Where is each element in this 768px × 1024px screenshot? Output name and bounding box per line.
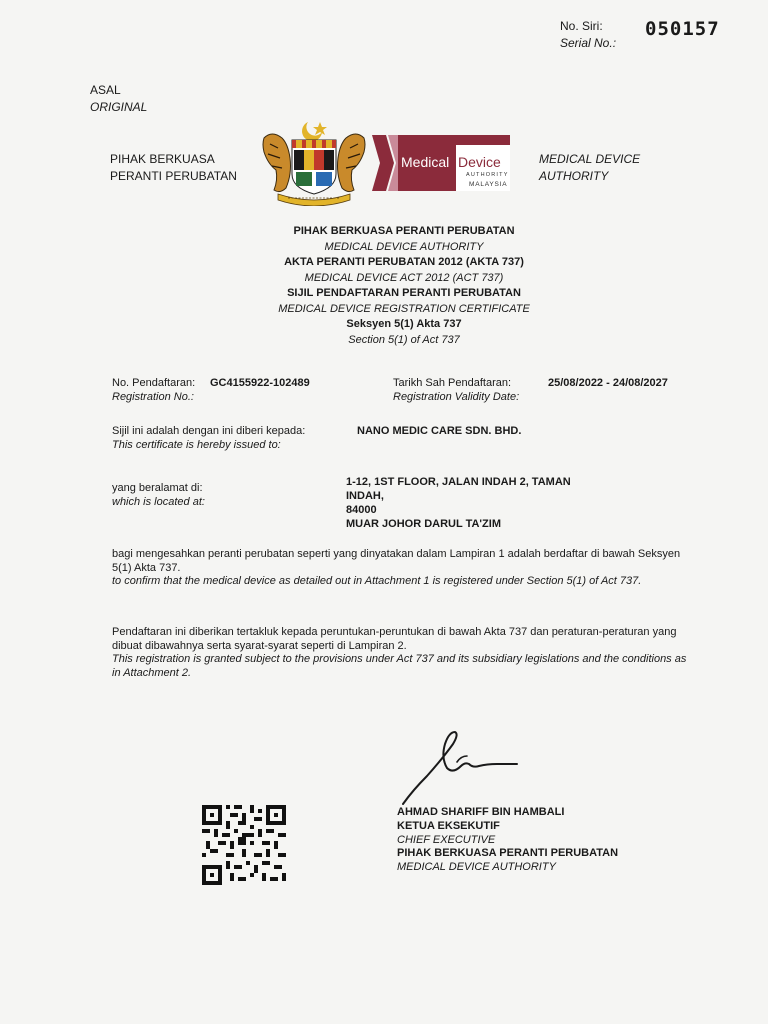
title-authority-en: MEDICAL DEVICE AUTHORITY [324,240,484,253]
signer-org-en: MEDICAL DEVICE AUTHORITY [397,861,556,874]
confirmation-paragraph-en: to confirm that the medical device as detailed out in Attachment 1 is registered under Section 5(1) of Act 737. [112,575,642,587]
logo-word-device: Device [458,154,501,170]
serial-label-en: Serial No.: [560,36,617,50]
copy-type-en: ORIGINAL [90,100,148,114]
address-label [112,481,205,509]
title-section-en: Section 5(1) of Act 737 [348,333,460,346]
address-value [346,475,571,531]
logo-word-authority: AUTHORITY [466,172,509,178]
confirmation-paragraph [112,548,692,589]
confirmation-paragraph-ms: bagi mengesahkan peranti perubatan seperti yang dinyatakan dalam Lampiran 1 adalah berdaftar di bawah Seksyen 5(1) Akta 737. [112,548,681,574]
header-authority-en-line2: AUTHORITY [539,169,609,183]
header-authority-ms [110,151,237,185]
registration-no-label-ms: No. Pendaftaran: [112,377,196,389]
title-cert-ms: SIJIL PENDAFTARAN PERANTI PERUBATAN [287,287,521,299]
title-section-ms: Seksyen 5(1) Akta 737 [346,318,462,330]
address-label-en: which is located at: [112,496,205,508]
conditions-paragraph-en: This registration is granted subject to the provisions under Act 737 and its subsidiary legislations and the conditions as in Attachment 2. [112,653,687,679]
title-authority-ms: PIHAK BERKUASA PERANTI PERUBATAN [293,225,515,237]
header-authority-en-line1: MEDICAL DEVICE [539,152,641,166]
issued-to-label [112,424,305,452]
title-cert-en: MEDICAL DEVICE REGISTRATION CERTIFICATE [278,302,530,315]
signer-org-ms: PIHAK BERKUASA PERANTI PERUBATAN [397,847,619,860]
issued-to-value: NANO MEDIC CARE SDN. BHD. [357,425,522,437]
serial-label-ms: No. Siri: [560,19,603,33]
signer-title-ms: KETUA EKSEKUTIF [397,819,500,832]
title-act-ms: AKTA PERANTI PERUBATAN 2012 (AKTA 737) [284,256,524,268]
validity-value: 25/08/2022 - 24/08/2027 [548,377,668,389]
handwritten-signature [395,728,540,808]
address-line2: INDAH, [346,490,384,502]
title-act-en: MEDICAL DEVICE ACT 2012 (ACT 737) [304,271,504,284]
header-authority-en [539,151,640,185]
issued-to-label-ms: Sijil ini adalah dengan ini diberi kepada: [112,425,306,437]
serial-label [560,18,616,52]
conditions-paragraph-ms: Pendaftaran ini diberikan tertakluk kepada peruntukan-peruntukan di bawah Akta 737 dan peraturan-peraturan yang dibuat dibawahnya serta syarat-syarat seperti di Lampiran 2. [112,626,677,652]
header-authority-ms-line2: PERANTI PERUBATAN [110,169,237,183]
signer-name: AHMAD SHARIFF BIN HAMBALI [397,806,565,818]
logo-word-medical: Medical [401,154,450,170]
signer-block [397,806,618,875]
registration-no-label-en: Registration No.: [112,391,194,403]
signer-title-en: CHIEF EXECUTIVE [397,833,496,846]
coat-of-arms-icon [258,118,370,206]
validity-label-en: Registration Validity Date: [393,391,520,403]
mda-logo-icon [372,131,512,195]
serial-number: 050157 [645,18,720,40]
logo-word-malaysia: MALAYSIA [469,181,508,188]
issued-to-label-en: This certificate is hereby issued to: [112,439,281,451]
address-line4: MUAR JOHOR DARUL TA'ZIM [346,518,501,530]
conditions-paragraph [112,626,692,680]
header-authority-ms-line1: PIHAK BERKUASA [110,152,215,166]
registration-no-value: GC4155922-102489 [210,377,310,389]
address-label-ms: yang beralamat di: [112,482,203,494]
copy-type [90,82,147,116]
validity-label-ms: Tarikh Sah Pendaftaran: [393,377,512,389]
address-line3: 84000 [346,504,377,516]
registration-no-label [112,376,195,404]
certificate-title-block [200,224,608,348]
copy-type-ms: ASAL [90,83,121,97]
address-line1: 1-12, 1ST FLOOR, JALAN INDAH 2, TAMAN [346,476,571,488]
validity-label [393,376,519,404]
qr-code-icon [202,805,286,885]
